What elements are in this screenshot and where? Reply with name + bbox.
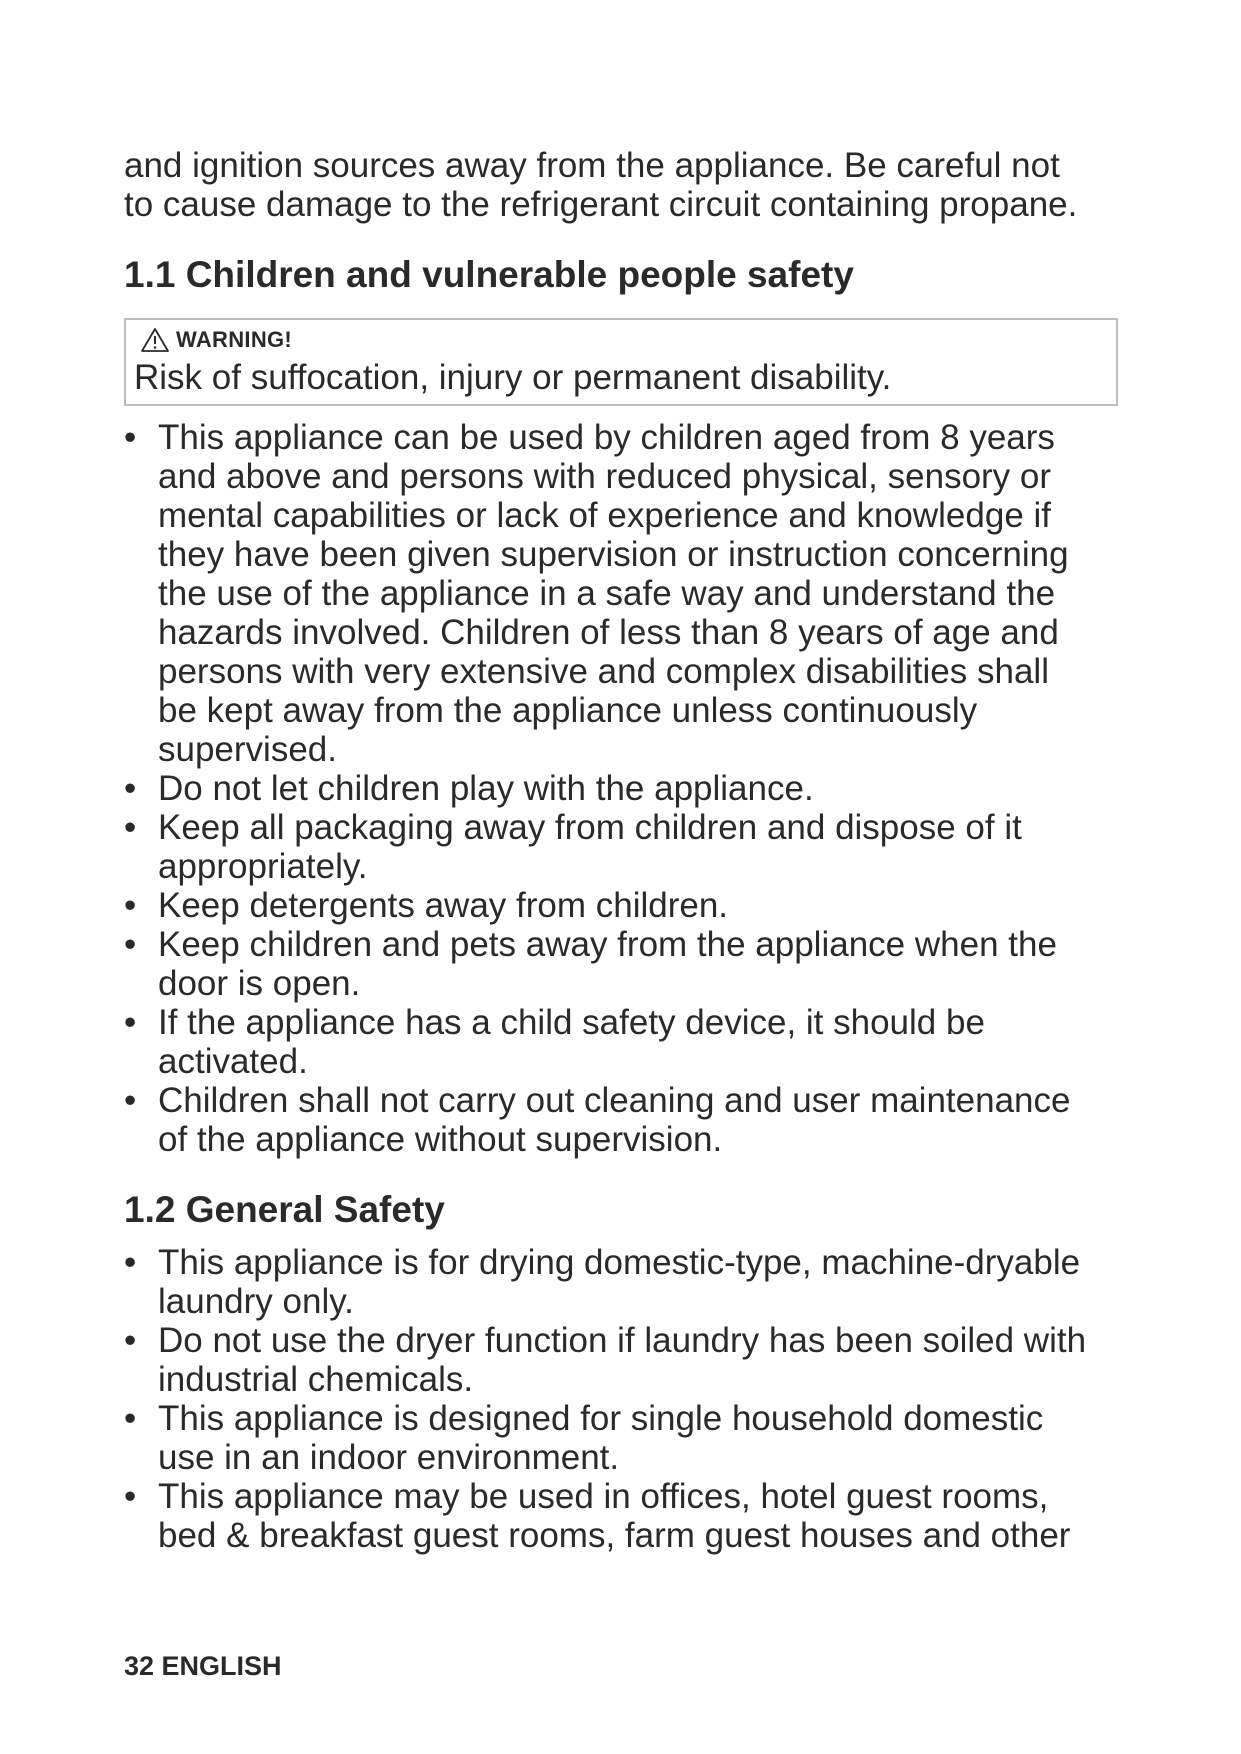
bullet-icon: • [124,1243,137,1282]
bullet-icon: • [124,418,137,457]
list-item [124,886,1124,925]
list-item [124,418,1124,769]
list-item-text: This appliance is designed for single household domestic use in an indoor environment. [158,1399,1044,1477]
bullet-icon: • [124,1399,137,1438]
warning-label: WARNING! [176,327,293,352]
list-item [124,1477,1124,1555]
intro-paragraph: and ignition sources away from the appliance. Be careful not to cause damage to the refrigerant circuit containing propane. [124,146,1078,224]
section-heading-general-safety: 1.2 General Safety [124,1189,445,1230]
section-heading-children-safety: 1.1 Children and vulnerable people safety [124,254,854,295]
list-item [124,808,1124,886]
bullet-icon: • [124,1477,137,1516]
bullet-icon: • [124,886,137,925]
bullet-icon: • [124,808,137,847]
warning-box [124,318,1118,406]
list-item [124,769,1124,808]
children-safety-list [124,418,1124,1159]
warning-triangle-icon [140,327,170,353]
list-item [124,1243,1124,1321]
list-item-text: Keep detergents away from children. [158,886,729,925]
list-item [124,1081,1124,1159]
warning-header [134,326,1108,354]
list-item-text: This appliance is for drying domestic-type, machine-dryable laundry only. [158,1243,1081,1321]
document-page [124,146,1124,1555]
general-safety-list [124,1243,1124,1555]
list-item-text: This appliance may be used in offices, hotel guest rooms, bed & breakfast guest rooms, farm guest houses and other [158,1477,1071,1555]
list-item-text: Do not use the dryer function if laundry has been soiled with industrial chemicals. [158,1321,1087,1399]
list-item [124,1399,1124,1477]
list-item-text: If the appliance has a child safety device, it should be activated. [158,1003,985,1081]
list-item [124,1003,1124,1081]
bullet-icon: • [124,769,137,808]
list-item-text: Do not let children play with the appliance. [158,769,814,808]
list-item-text: This appliance can be used by children aged from 8 years and above and persons with reduced physical, sensory or mental capabilities or lack of experience and knowledge if they have been given supervision or instruction concerning the use of the appliance in a safe way and understand the hazards involved. Children of less than 8 years of age and persons with very extensive and complex disabilities shall be kept away from the appliance unless continuously supervised. [158,418,1069,769]
list-item [124,1321,1124,1399]
bullet-icon: • [124,1321,137,1360]
list-item-text: Keep children and pets away from the appliance when the door is open. [158,925,1057,1003]
bullet-icon: • [124,1081,137,1120]
list-item-text: Keep all packaging away from children and dispose of it appropriately. [158,808,1022,886]
page-footer: 32 ENGLISH [124,1651,282,1681]
list-item-text: Children shall not carry out cleaning and user maintenance of the appliance without supervision. [158,1081,1071,1159]
list-item [124,925,1124,1003]
bullet-icon: • [124,1003,137,1042]
warning-text: Risk of suffocation, injury or permanent disability. [134,358,892,397]
bullet-icon: • [124,925,137,964]
